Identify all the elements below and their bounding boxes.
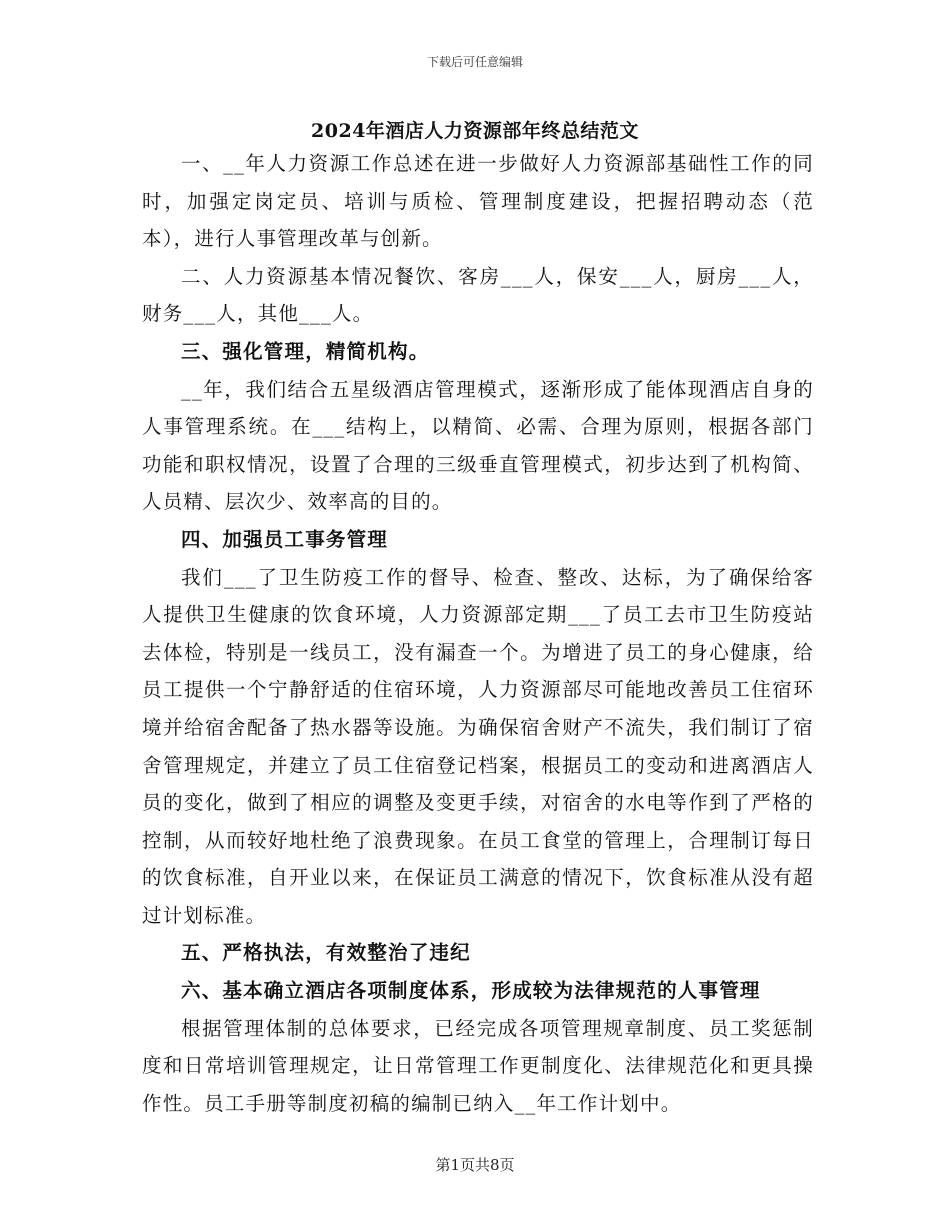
paragraph-6: 根据管理体制的总体要求，已经完成各项管理规章制度、员工奖惩制度和日常培训管理规定，让日常管理工作更制度化、法律规范化和更具操作性。员工手册等制度初稿的编制已纳入__年工作计划中。 bbox=[142, 1016, 814, 1115]
paragraph-4: 我们___了卫生防疫工作的督导、检查、整改、达标，为了确保给客人提供卫生健康的饮食环境，人力资源部定期___了员工去市卫生防疫站去体检，特别是一线员工，没有漏查一个。为增进了员工的身心健康，给员工提供一个宁静舒适的住宿环境，人力资源部尽可能地改善员工住宿环境并给宿舍配备了热水器等设施。为确保宿舍财产不流失，我们制订了宿舍管理规定，并建立了员工住宿登记档案，根据员工的变动和进离酒店人员的变化，做到了相应的调整及变更手续，对宿舍的水电等作到了严格的控制，从而较好地杜绝了浪费现象。在员工食堂的管理上，合理制订每日的饮食标准，自开业以来，在保证员工满意的情况下，饮食标准从没有超过计划标准。 bbox=[142, 565, 814, 927]
document-body bbox=[142, 145, 814, 1122]
document-title: 2024年酒店人力资源部年终总结范文 bbox=[311, 120, 639, 142]
header-note: 下载后可任意编辑 bbox=[426, 55, 523, 69]
section-heading-3: 三、强化管理，精简机构。 bbox=[181, 339, 430, 363]
paragraph-3: __年，我们结合五星级酒店管理模式，逐渐形成了能体现酒店自身的人事管理系统。在___结构上，以精简、必需、合理为原则，根据各部门功能和职权情况，设置了合理的三级垂直管理模式，初步达到了机构简、人员精、层次少、效率高的目的。 bbox=[142, 377, 814, 514]
section-heading-5: 五、严格执法，有效整治了违纪 bbox=[181, 941, 471, 965]
paragraph-2: 二、人力资源基本情况餐饮、客房___人，保安___人，厨房___人，财务___人，其他___人。 bbox=[142, 264, 814, 326]
section-heading-6: 六、基本确立酒店各项制度体系，形成较为法律规范的人事管理 bbox=[181, 979, 761, 1003]
paragraph-1: 一、__年人力资源工作总述在进一步做好人力资源部基础性工作的同时，加强定岗定员、培训与质检、管理制度建设，把握招聘动态（范本），进行人事管理改革与创新。 bbox=[142, 152, 814, 251]
page-number: 第1页共8页 bbox=[435, 1156, 515, 1174]
section-heading-4: 四、加强员工事务管理 bbox=[181, 527, 389, 551]
